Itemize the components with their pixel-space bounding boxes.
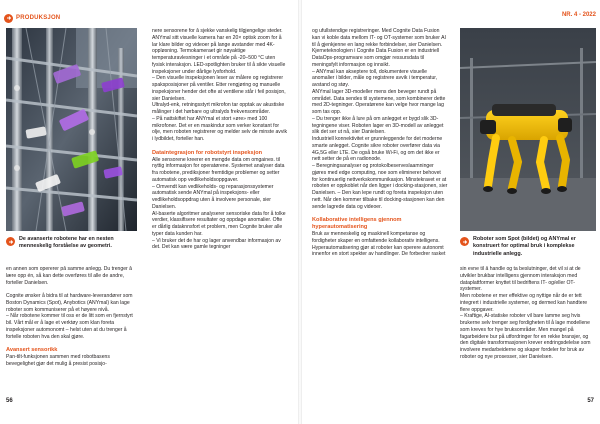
arrow-icon bbox=[460, 237, 469, 246]
arrow-icon bbox=[4, 14, 13, 23]
paragraph: Men robotene er mer effektive og nyttige når de er tett integrert i industrielle systemer, og dermed kan handtere flere oppgaver. bbox=[460, 293, 588, 313]
page-gutter bbox=[298, 0, 302, 424]
left-caption-text: De avanserte robotene har en nesten menneskelig forståelse av geometri. bbox=[19, 236, 114, 250]
page-number-left: 56 bbox=[6, 398, 13, 404]
paragraph: – Når robotene kommer til oss er de litt som en fjernstyrt bil. Vårt mål er å lage et verktøy som klan foreta inspeksjoner automonomt – helst uten at du trenger å fortelle roboten hva den skal gjøre. bbox=[6, 313, 133, 340]
paragraph: – På nattskiftet har ANYmal et stort «øre» med 100 mikrofoner. Det er en maskindur som verker konstant for olje, men roboten registrerer og melder selv de minste avvik i lydbildet, forteller han. bbox=[152, 115, 288, 142]
paragraph: Alle sensorene kreerer en mengde data om omgaines. til nyttig informasjon for operatørene. Systemet analyser data fra robotene, prediksjoner fremtidige problemer og setter automatisk opp vedlikeholdsoppgaver. bbox=[152, 156, 285, 183]
paragraph: – Du trenger ikke å lure på om anlegget er bygd slik 3D-tegningene viser. Roboten lager en 3D-modell av anlegget slik det ser ut nå, sier Danielsen. bbox=[312, 115, 444, 136]
spacer bbox=[312, 210, 448, 217]
article-column-3 bbox=[312, 28, 448, 394]
chevron-icon bbox=[6, 237, 15, 246]
paragraph: AI-baserte algoritmer analyserer sensoriske data for å tolke verdier, klassifisere resultater og oppdage anomalier. Ofte er dårlig dataknnsfort et problem, men Cognite bruker alle typer data kunden har. bbox=[152, 210, 286, 237]
paragraph: – Beregningsanalyser og protokolbeserveslaamninger gjøres med edge computing, noe som eliminerer behovet for kontinuerlig nettverkskommunikasjon. Minstekravet er at roboten er oppkoblet når den ligger i docking-stasjonen, sier Danielsen. – Den kan lepe rundt og foreta inspeksjon uten nett. Når den kommer tilbake til docking-stasjonen kan den sende lagrede data og videoer. bbox=[312, 163, 448, 210]
paragraph: – Omvendt kan vedlikeholds- og reparasjonssystemer automatisk sende ANYmal på inspeksjons- eller vedlikeholdsoppdrag uten å involvere personale, sier Danielsen. bbox=[152, 183, 274, 210]
section-label: PRODUKSJON bbox=[16, 15, 61, 21]
paragraph: ANYmal lager 3D-modeller mens den beveger rundt på området. Data sendes til systemene, som kombinerer dette med 2D-tegninger. Operatørene kan velge hvor mange lag som tas opp. bbox=[312, 88, 446, 115]
section-tag bbox=[4, 12, 60, 24]
paragraph: sin evne til å handle og ta beslutninger, det vil si at de utvikler brukbar intelligens gjennom interaksjon med dataplattformer knyttet til bedriftens IT- og/eller OT-systemer. bbox=[460, 266, 581, 293]
right-photo-caption bbox=[460, 236, 596, 258]
left-photo-caption bbox=[6, 236, 136, 251]
page-number-right: 57 bbox=[587, 398, 594, 404]
article-column-1 bbox=[6, 266, 138, 394]
spacer bbox=[152, 143, 288, 150]
subheading: Kollaborative intelligens gjennom hyperautomatisering bbox=[312, 217, 402, 230]
robot-photo bbox=[460, 28, 596, 231]
industrial-photo bbox=[6, 28, 137, 231]
paragraph: en annen som opererer på samme anlegg. Du trenger å lære opp én, så kan dette overføres til alle de andre, forteller Danielsen. bbox=[6, 266, 133, 286]
paragraph: – Den visuelle inspeksjonen leser av målere og registrerer spaksposisjoner på ventiler. Etter rengjøring og manuelle inspeksjoner hender det ofte at ventilene står i feil posisjon, sier Danielsen. bbox=[152, 75, 286, 102]
article-column-2 bbox=[152, 28, 288, 394]
issue-number: NR. 4 - 2022 bbox=[561, 12, 596, 18]
paragraph: og ufullstendige registreringer. Med Cognite Data Fusion kan vi koble data mellom IT- og OT-systemer som bruker AI til å gjenkjenne en lang rekke forbindelser, sier Danielsen. bbox=[312, 28, 446, 48]
paragraph: Pan-tilt-funksjonen sammen med robotbasens bevegelighet gjør det mulig å presist posisjo- bbox=[6, 354, 110, 367]
spacer bbox=[6, 340, 138, 347]
right-caption-text: Roboter som Spot (bildet) og ANYmal er konstruert for optimal bruk i komplekse industrielle anlegg. bbox=[473, 236, 576, 257]
paragraph: nere sensorene for å sjekke vanskelig tilgjengelige steder. ANYmal sitt visuelle kamera har en 20× optisk zoom for å lar klare bilder og videoer på lange avstander med 4K-oppløsning. Termokameraet gir nøyaktige temperaturavlesninger i et område på -20–500 °C uten fysisk interaksjon. LED-spotlighten bruker til å sikte visuelle inspeksjoner under dårlige lysforhold. bbox=[152, 28, 286, 75]
paragraph: – Vi bruker det de har og lager anvendbar informasjon av det. Det kan være gamle tegninger bbox=[152, 237, 281, 251]
article-column-4 bbox=[460, 266, 596, 394]
paragraph: – ANYmal kan akseptere toll, dokumentere visuelle anomalier i bilder, måle og registrere avvik i temperatur, avstand og støy. bbox=[312, 68, 438, 88]
paragraph: Industriell konnektivitet er grunnleggende for det moderne smarte anlegget. Cognite sikre roboter overfører data via 4G,5G eller LTE. De også bruke Wi-Fi, og om det ikke er nett setter de på en radionode. bbox=[312, 136, 443, 163]
paragraph bbox=[6, 286, 138, 293]
paragraph: Cognite ønsker å bidra til at hardware-leverandører som Boston Dynamics (Spot), Anybotics (ANYmal) kan lage roboter som kommuniserer på et høyere nivå. bbox=[6, 293, 133, 313]
subheading: Avansert sensorikk bbox=[6, 347, 58, 353]
subheading: Dataintegrasjon for robotstyrt inspeksjon bbox=[152, 149, 263, 156]
paragraph: – Kraftige, AI-statiske roboter vil bare lamme seg hvis brukerne selv trenger seg fordigheten til å lage modellene som kreves for hye bruksområder. Men mangel på fagarbeidere bur på utfordringer for en rekke bransjer, og den digitale transformasjonen krever endringsdelelse som involvere medarbeiderne og skaper fordeler for bruk av roboter og nye prosesser, sier Danielsen. bbox=[460, 313, 591, 360]
paragraph: Bruk av menneskelig og maskinell kompetanse og fordigheter skaper en omfattende kollaborativ intelligens. Hyperautomatisering gjør at roboter kan operere autonomt innenfor en stort spekter av handlinger. De forbedrer rasket bbox=[312, 231, 446, 258]
paragraph: Ultralyd-enk, retningsstyrt mikrofon tar opptak av akustiske målinger i det hørbare og ultralyds frekvensområder. bbox=[152, 102, 285, 115]
paragraph: Kjerneteknologien i Cognite Data Fusion er en industriell DataOps-programvare som omgjør ressursdata til meningsfylt informasjon og innsikt. bbox=[312, 48, 440, 68]
